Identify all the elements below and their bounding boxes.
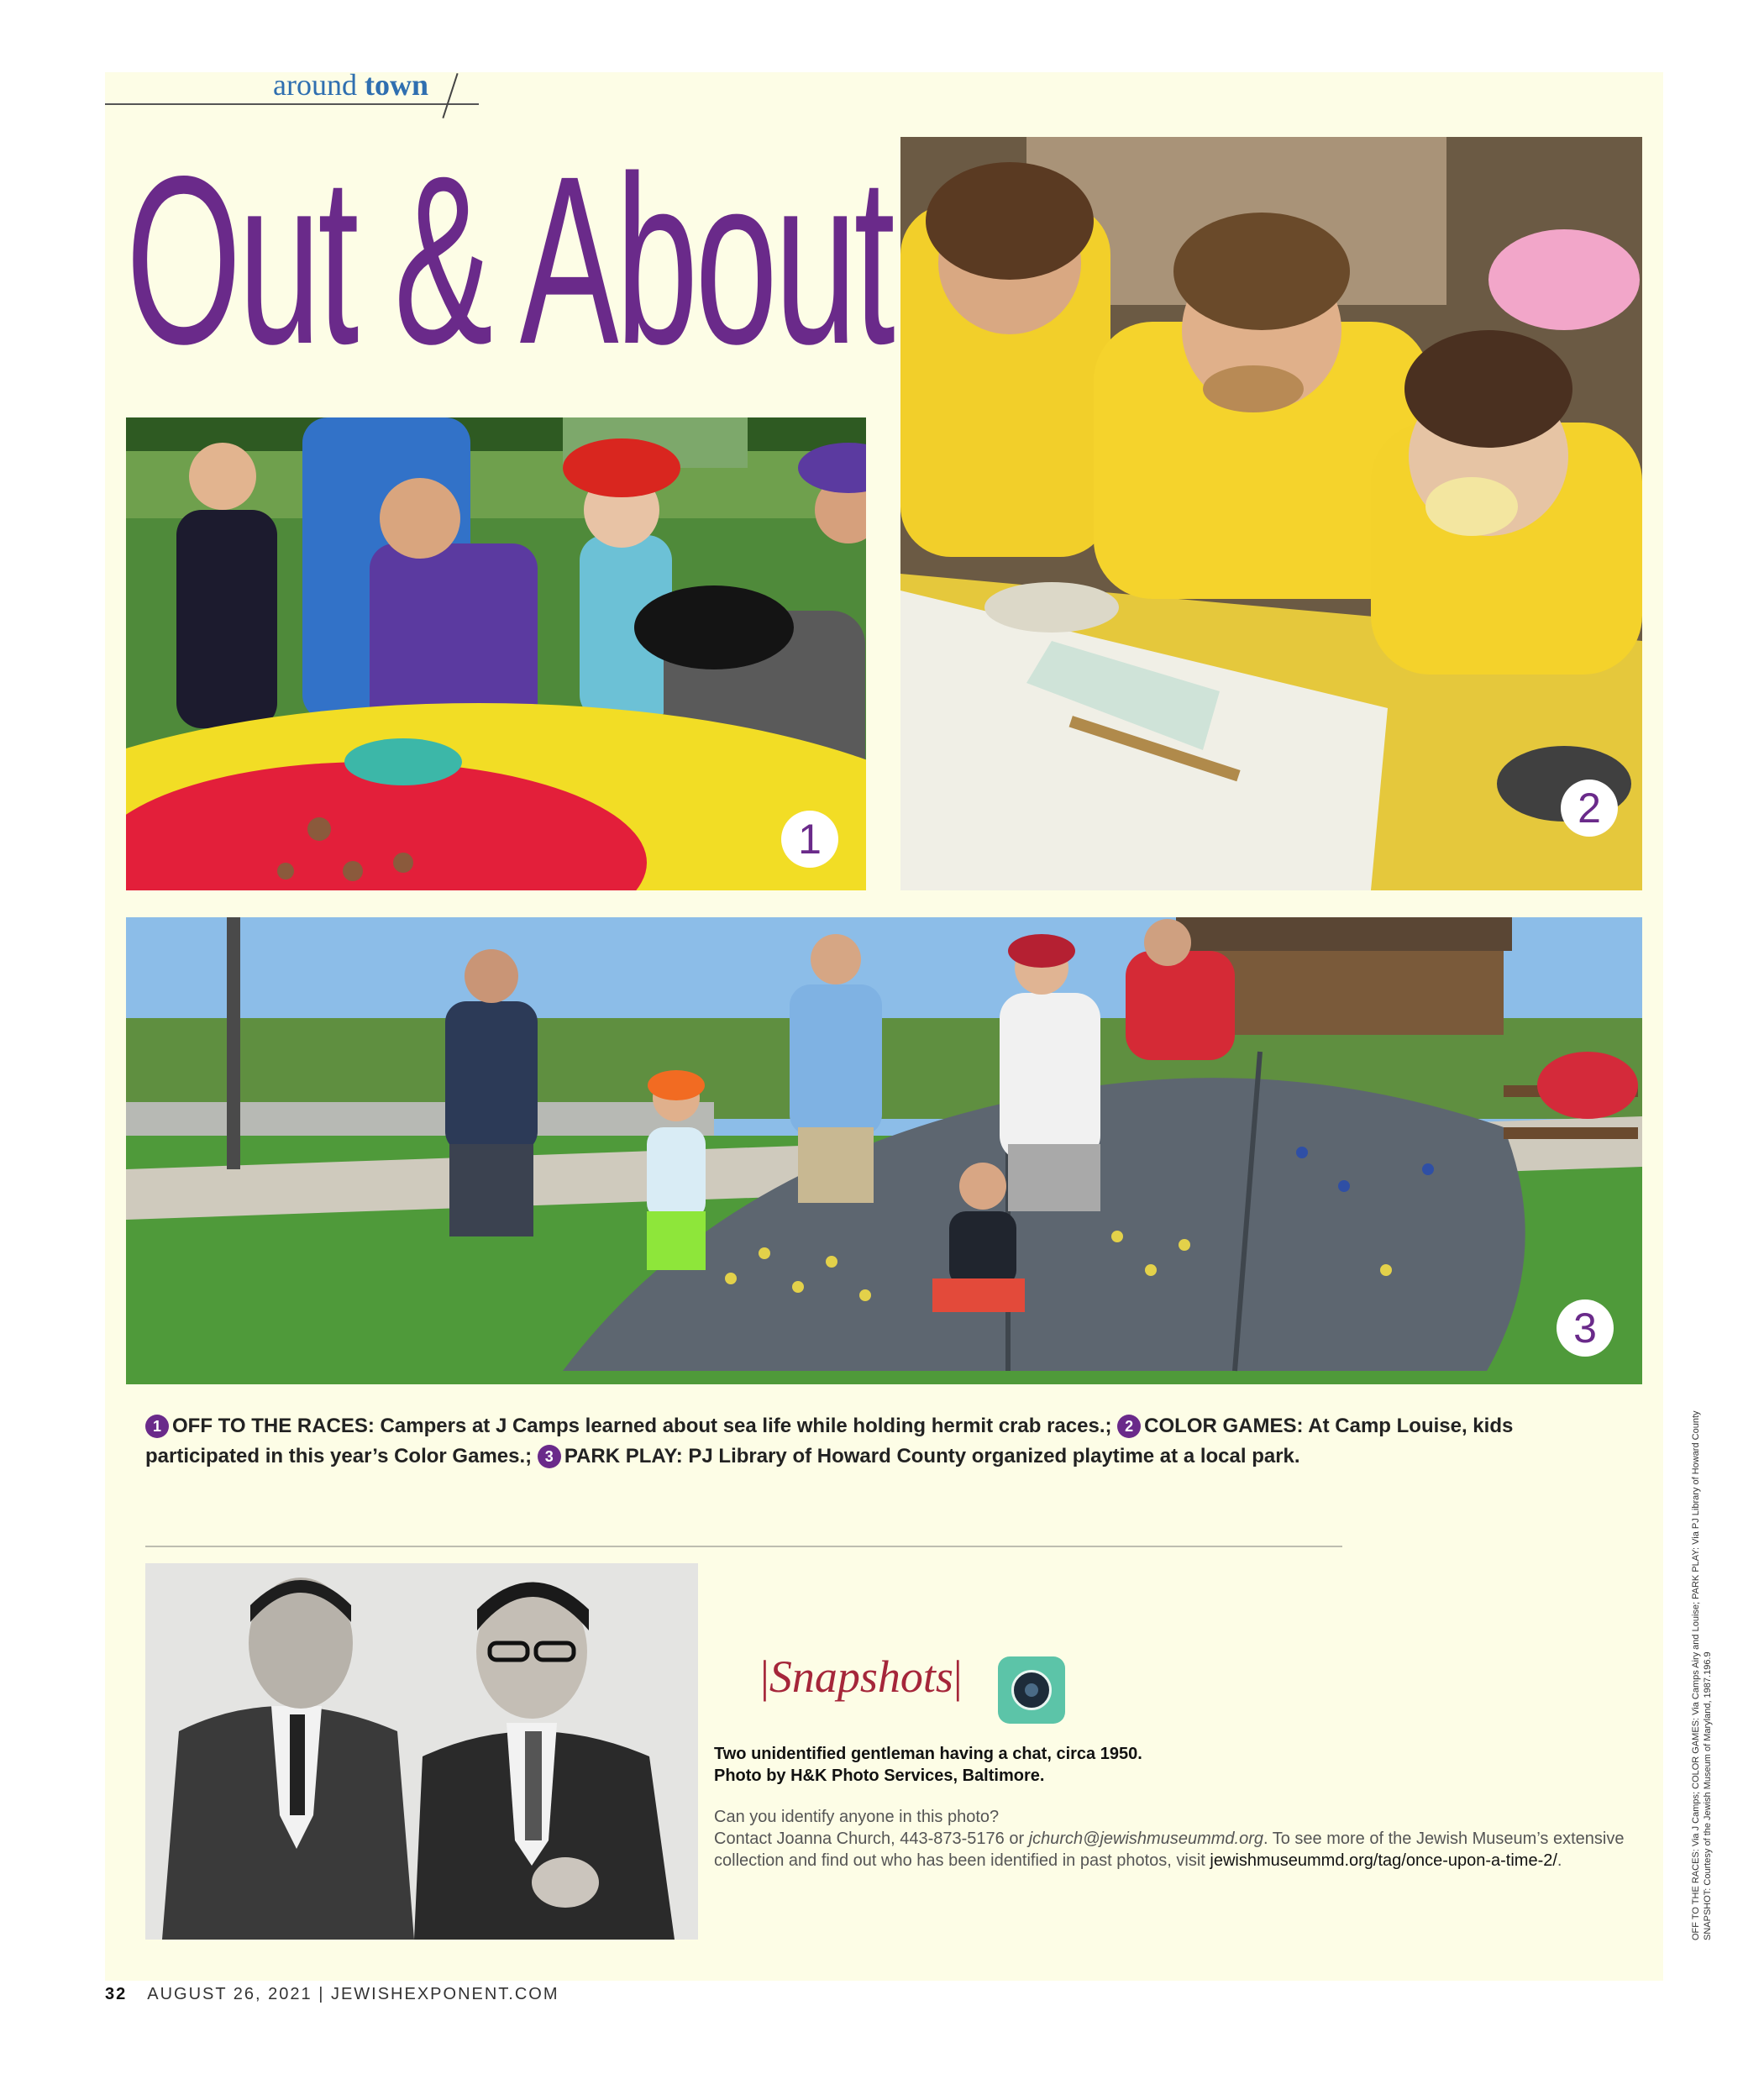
photo2-number: 2 bbox=[1561, 780, 1618, 837]
contact-email-link[interactable]: jchurch@jewishmuseummd.org bbox=[1028, 1830, 1263, 1848]
caption-item-1: OFF TO THE RACES: Campers at J Camps learned about sea life while holding hermit crab races.; bbox=[172, 1415, 1112, 1437]
section-label-bold: town bbox=[364, 68, 428, 102]
caption-item-2: COLOR GAMES: At Camp Louise, kids participated in this year’s Color Games.; bbox=[145, 1415, 1514, 1467]
photo1-illustration bbox=[126, 417, 866, 890]
caption-number-1: 1 bbox=[145, 1415, 169, 1438]
section-label-prefix: around bbox=[273, 68, 357, 102]
section-rule bbox=[105, 103, 479, 105]
page-number: 32 bbox=[105, 1985, 128, 2003]
museum-link[interactable]: jewishmuseummd.org/tag/once-upon-a-time-2/ bbox=[1210, 1851, 1557, 1870]
photo-caption bbox=[145, 1411, 1624, 1472]
snapshot-description bbox=[714, 1743, 1218, 1787]
credits-line2: SNAPSHOT: Courtesy of the Jewish Museum of Maryland, 1987.196.9 bbox=[1703, 1651, 1713, 1940]
credits-line1: OFF TO THE RACES: Via J Camps; COLOR GAMES: Via Camps Airy and Louise; PARK PLAY: Via PJ Library of Howard County bbox=[1691, 1410, 1701, 1940]
section-header bbox=[105, 67, 479, 109]
section-divider bbox=[145, 1546, 1342, 1547]
photo2-illustration bbox=[900, 137, 1642, 890]
page-footer bbox=[105, 1985, 559, 2004]
snapshots-bar-left: | bbox=[760, 1651, 769, 1702]
snapshot-photo bbox=[145, 1563, 698, 1940]
caption-item-3: PARK PLAY: PJ Library of Howard County organized playtime at a local park. bbox=[564, 1445, 1300, 1467]
snapshot-question: Can you identify anyone in this photo? bbox=[714, 1808, 1000, 1826]
footer-text: AUGUST 26, 2021 | JEWISHEXPONENT.COM bbox=[147, 1985, 559, 2003]
camera-icon bbox=[998, 1656, 1065, 1724]
photo-color-games bbox=[900, 137, 1642, 890]
photo-park-play bbox=[126, 917, 1642, 1384]
page-headline: Out & About bbox=[126, 127, 892, 394]
snapshot-illustration bbox=[145, 1563, 698, 1940]
caption-number-2: 2 bbox=[1117, 1415, 1141, 1438]
photo3-number: 3 bbox=[1557, 1299, 1614, 1357]
contact-middle: . To see more of the Jewish Museum’s extensive collection and find out who has been identified in past photos, visit bbox=[714, 1830, 1625, 1870]
snapshot-contact bbox=[714, 1806, 1646, 1872]
snapshots-title bbox=[760, 1651, 963, 1703]
caption-number-3: 3 bbox=[538, 1445, 561, 1468]
snapshots-bar-right: | bbox=[953, 1651, 963, 1702]
snapshot-contact-text bbox=[714, 1828, 1646, 1872]
camera-lens-icon bbox=[1011, 1670, 1052, 1710]
contact-prefix: Contact Joanna Church, 443-873-5176 or bbox=[714, 1830, 1029, 1848]
section-label bbox=[273, 67, 428, 102]
photo-hermit-crab-races bbox=[126, 417, 866, 890]
snapshot-description-line1: Two unidentified gentleman having a chat, circa 1950. bbox=[714, 1745, 1142, 1763]
photo-credits bbox=[1690, 1302, 1714, 1940]
contact-end: . bbox=[1557, 1851, 1562, 1870]
snapshot-description-line2: Photo by H&K Photo Services, Baltimore. bbox=[714, 1767, 1045, 1785]
photo1-number: 1 bbox=[781, 811, 838, 868]
photo3-illustration bbox=[126, 917, 1642, 1384]
snapshots-title-text: Snapshots bbox=[769, 1651, 953, 1702]
